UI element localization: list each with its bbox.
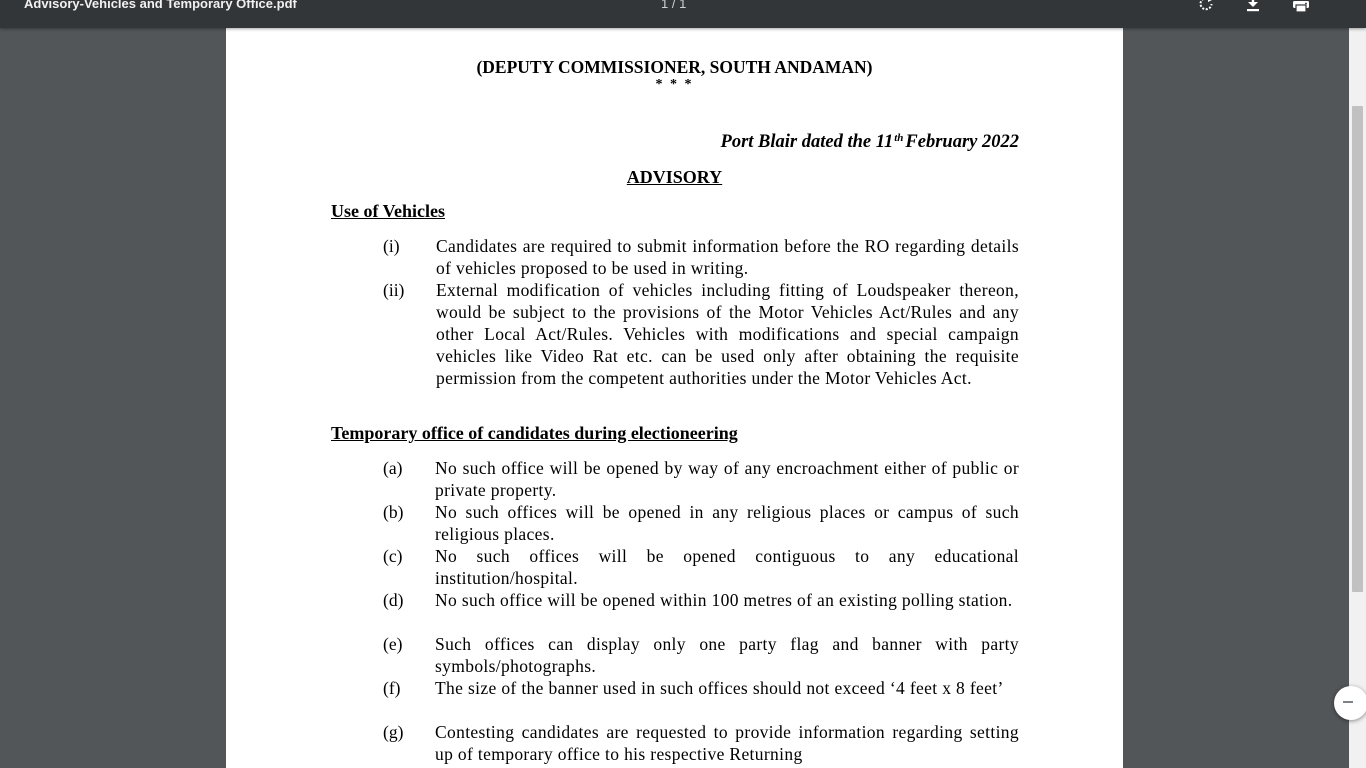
item-number: (ii) — [383, 280, 405, 300]
item-text: No such office will be opened by way of any encroachment either of public or private property. — [435, 458, 1019, 500]
item-text: Such offices can display only one party flag and banner with party symbols/photographs. — [435, 634, 1019, 676]
scroll-thumb[interactable] — [1352, 106, 1363, 592]
pdf-toolbar — [0, 0, 1366, 28]
item-number: (b) — [383, 502, 404, 522]
item-number: (f) — [383, 678, 401, 698]
date-line — [721, 132, 1019, 153]
item-number: (a) — [383, 458, 403, 478]
print-icon[interactable] — [1291, 0, 1311, 14]
item-text: No such office will be opened within 100 metres of an existing polling station. — [435, 590, 1013, 610]
date-suffix: th — [894, 132, 904, 144]
date-rest: February 2022 — [905, 132, 1019, 152]
temporary-office-heading: Temporary office of candidates during electioneering — [331, 423, 738, 443]
item-number: (i) — [383, 236, 400, 256]
pdf-page — [226, 0, 1123, 768]
download-icon[interactable] — [1243, 0, 1263, 14]
page-indicator[interactable]: 1 / 1 — [661, 0, 687, 11]
item-text: The size of the banner used in such offices should not exceed ‘4 feet x 8 feet’ — [435, 678, 1004, 698]
item-number: (g) — [383, 722, 404, 742]
item-number: (c) — [383, 546, 403, 566]
advisory-title: ADVISORY — [626, 167, 723, 187]
item-text: No such offices will be opened in any religious places or campus of such religious places. — [435, 502, 1019, 544]
item-text: No such offices will be opened contiguous to any educational institution/hospital. — [435, 546, 1019, 588]
item-number: (d) — [383, 590, 404, 610]
item-text: External modification of vehicles including fitting of Loudspeaker thereon, would be subject to the provisions of the Motor Vehicles Act/Rules and any other Local Act/Rules. Vehicles with modifications and special campaign vehicles like Video Rat etc. can be used only after obtaining the requisite permission from the competent authorities under the Motor Vehicles Act. — [436, 280, 1019, 388]
zoom-fab-button[interactable] — [1334, 686, 1366, 720]
date-prefix: Port Blair dated the 11 — [720, 132, 894, 152]
minus-icon — [1340, 694, 1356, 710]
separator: * * * — [655, 77, 694, 92]
rotate-icon[interactable] — [1196, 0, 1216, 14]
item-text: Contesting candidates are requested to provide information regarding setting up of temporary office to his respective Returning — [435, 722, 1019, 764]
vehicles-heading: Use of Vehicles — [331, 201, 445, 221]
vertical-scrollbar[interactable] — [1349, 28, 1366, 768]
item-text: Candidates are required to submit information before the RO regarding details of vehicles proposed to be used in writing. — [436, 236, 1019, 278]
item-number: (e) — [383, 634, 403, 654]
file-name: Advisory-Vehicles and Temporary Office.pdf — [24, 0, 297, 11]
department-heading: (DEPUTY COMMISSIONER, SOUTH ANDAMAN) — [476, 57, 873, 77]
